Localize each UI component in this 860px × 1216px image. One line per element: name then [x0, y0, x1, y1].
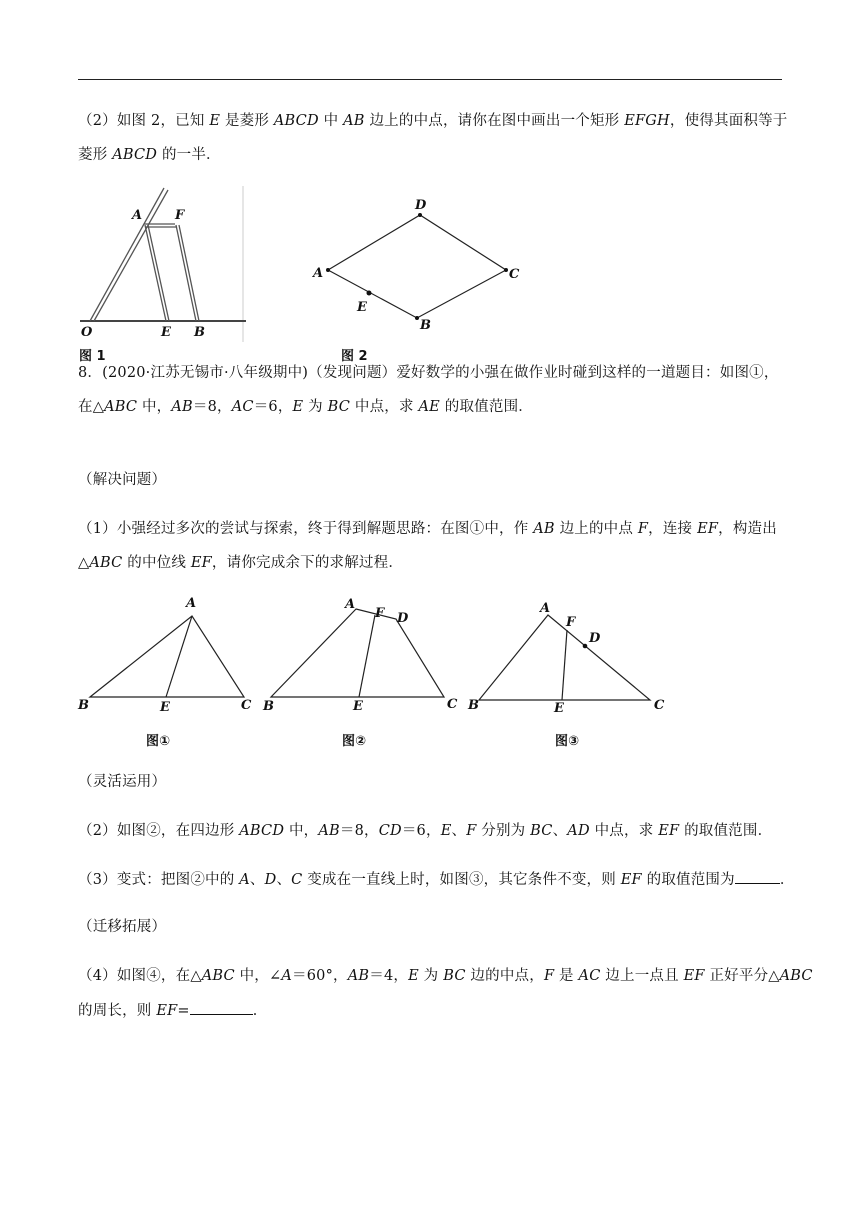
text-segment: 边上的中点，请你在图中画出一个矩形 [364, 113, 625, 129]
text-segment: （灵活运用） [78, 774, 167, 790]
math-symbol: F [543, 968, 555, 984]
q8-part1-line2 [78, 553, 403, 573]
math-symbol: E [440, 823, 452, 839]
math-symbol: AB [347, 968, 370, 984]
math-symbol: ABC [779, 968, 813, 984]
math-symbol: AD [567, 823, 590, 839]
answer-blank [190, 1000, 253, 1015]
math-symbol: EF [190, 555, 212, 571]
q8-part1-line1 [78, 519, 777, 539]
figC-label-B: B [468, 698, 479, 713]
math-symbol: ABC [89, 555, 123, 571]
text-segment: 中点，求 [589, 823, 659, 839]
section-solve-problem [78, 470, 166, 490]
text-segment: 正好平分△ [704, 968, 780, 984]
figA-label-B: B [78, 698, 89, 713]
math-symbol: EF [156, 1003, 178, 1019]
fig1-label-E: E [161, 325, 171, 340]
math-symbol: EF [620, 872, 642, 888]
figC-label-A: A [540, 601, 551, 616]
text-segment: （4）如图④，在△ [78, 968, 202, 984]
text-segment: ． [779, 872, 795, 888]
fig1-label-A: A [132, 208, 143, 223]
text-segment: 边的中点， [465, 968, 544, 984]
text-segment: （1）小强经过多次的尝试与探索，终于得到解题思路：在图①中，作 [78, 521, 534, 537]
math-symbol: A [239, 872, 250, 888]
fig1-label-O: O [81, 325, 93, 340]
text-segment: 中， [137, 399, 172, 415]
math-symbol: EF [683, 968, 705, 984]
text-segment: 变成在一直线上时，如图③，其它条件不变，则 [302, 872, 621, 888]
math-symbol: E [209, 113, 221, 129]
text-segment: ＝6， [253, 399, 293, 415]
math-symbol: F [637, 521, 649, 537]
text-segment: 的取值范围． [439, 399, 533, 415]
figure-circle-1 [76, 593, 256, 718]
math-symbol: AB [318, 823, 340, 839]
figure-circle-3-caption: 图③ [555, 734, 580, 749]
q8-part3 [78, 869, 795, 890]
figB-label-D: D [397, 611, 409, 626]
text-segment: 、 [451, 823, 467, 839]
text-segment: 的取值范围． [679, 823, 773, 839]
math-symbol: EFGH [624, 113, 670, 129]
text-segment: 、 [249, 872, 265, 888]
fig1-label-B: B [194, 325, 205, 340]
figure-circle-3 [465, 593, 670, 718]
math-symbol: ABCD [112, 147, 158, 163]
math-symbol: E [408, 968, 419, 984]
math-symbol: AC [578, 968, 601, 984]
text-segment: 、 [276, 872, 292, 888]
text-segment: 中，∠ [234, 968, 282, 984]
q7-part2-line1 [78, 111, 788, 131]
text-segment: 为 [303, 399, 328, 415]
figC-label-C: C [654, 698, 665, 713]
figure-1-caption: 图 1 [79, 349, 106, 364]
text-segment: ＝8， [192, 399, 232, 415]
answer-blank [735, 869, 780, 884]
text-segment: （迁移拓展） [78, 919, 167, 935]
figA-label-C: C [241, 698, 252, 713]
text-segment: ＝6， [401, 823, 441, 839]
math-symbol: A [281, 968, 293, 984]
figure-circle-1-caption: 图① [146, 734, 171, 749]
figure-circle-2-caption: 图② [342, 734, 367, 749]
math-symbol: EF [697, 521, 719, 537]
fig2-label-D: D [415, 198, 427, 213]
math-symbol: F [466, 823, 477, 839]
text-segment: 中 [318, 113, 344, 129]
math-symbol: AE [418, 399, 440, 415]
math-symbol: AC [231, 399, 254, 415]
text-segment: 中， [284, 823, 319, 839]
math-symbol: ABCD [273, 113, 319, 129]
figure-circle-2 [258, 593, 463, 718]
section-extension [78, 917, 166, 937]
header-rule [78, 79, 782, 80]
figC-label-F: F [566, 615, 576, 630]
math-symbol: BC [443, 968, 466, 984]
figure-2-caption: 图 2 [341, 349, 368, 364]
text-segment: 是 [554, 968, 579, 984]
math-symbol: CD [378, 823, 402, 839]
text-segment: 中点，求 [350, 399, 419, 415]
figC-label-E: E [554, 701, 564, 716]
text-segment: ，请你完成余下的求解过程． [211, 555, 404, 571]
math-symbol: BC [530, 823, 553, 839]
text-segment: ＝4， [369, 968, 409, 984]
text-segment: （2）如图②，在四边形 [78, 823, 240, 839]
text-segment: （解决问题） [78, 472, 167, 488]
fig2-label-C: C [509, 267, 520, 282]
math-symbol: ABCD [239, 823, 285, 839]
text-segment: 边上的中点 [554, 521, 638, 537]
text-segment: 菱形 [78, 147, 113, 163]
figB-label-F: F [375, 606, 385, 621]
math-symbol: D [264, 872, 277, 888]
figC-label-D: D [589, 631, 601, 646]
text-segment: 的一半． [157, 147, 221, 163]
q8-part2 [78, 821, 772, 841]
fig2-label-B: B [420, 318, 431, 333]
figure-1 [76, 186, 251, 344]
text-segment: ． [252, 1003, 268, 1019]
text-segment: ＝60°， [292, 968, 348, 984]
math-symbol: ABC [201, 968, 235, 984]
text-segment: 8．(2020·江苏无锡市·八年级期中)（发现问题）爱好数学的小强在做作业时碰到这样的一道题目：如图①， [78, 365, 779, 381]
text-segment: △ [78, 555, 90, 571]
text-segment: ，连接 [648, 521, 698, 537]
q8-intro-line2 [78, 397, 533, 417]
fig1-label-F: F [175, 208, 185, 223]
math-symbol: BC [327, 399, 351, 415]
figA-label-A: A [186, 596, 197, 611]
fig2-label-A: A [313, 266, 324, 281]
q7-part2-line2 [78, 145, 221, 165]
text-segment: = [177, 1003, 190, 1019]
math-symbol: ABC [104, 399, 138, 415]
section-flexible-use [78, 772, 166, 792]
math-symbol: C [291, 872, 303, 888]
math-symbol: EF [658, 823, 680, 839]
figB-label-B: B [263, 699, 274, 714]
text-segment: 为 [418, 968, 444, 984]
text-segment: 、 [552, 823, 568, 839]
figure-2 [308, 192, 528, 337]
text-segment: 的周长，则 [78, 1003, 157, 1019]
q8-part4-line2 [78, 1000, 267, 1021]
math-symbol: E [292, 399, 304, 415]
text-segment: ，使得其面积等于 [669, 113, 788, 129]
figA-label-E: E [160, 700, 170, 715]
figB-label-C: C [447, 697, 458, 712]
text-segment: 的取值范围为 [641, 872, 735, 888]
text-segment: 在△ [78, 399, 105, 415]
q8-part4-line1 [78, 966, 813, 986]
fig2-label-E: E [357, 300, 367, 315]
text-segment: 是菱形 [220, 113, 274, 129]
text-segment: 分别为 [476, 823, 531, 839]
q8-intro-line1 [78, 363, 779, 383]
text-segment: （3）变式：把图②中的 [78, 872, 240, 888]
figB-label-E: E [353, 699, 363, 714]
math-symbol: AB [343, 113, 365, 129]
figB-label-A: A [345, 597, 356, 612]
math-symbol: AB [171, 399, 193, 415]
text-segment: 的中位线 [122, 555, 191, 571]
text-segment: （2）如图 2，已知 [78, 113, 210, 129]
math-symbol: AB [533, 521, 555, 537]
text-segment: ，构造出 [718, 521, 777, 537]
text-segment: 边上一点且 [600, 968, 684, 984]
text-segment: ＝8， [339, 823, 379, 839]
